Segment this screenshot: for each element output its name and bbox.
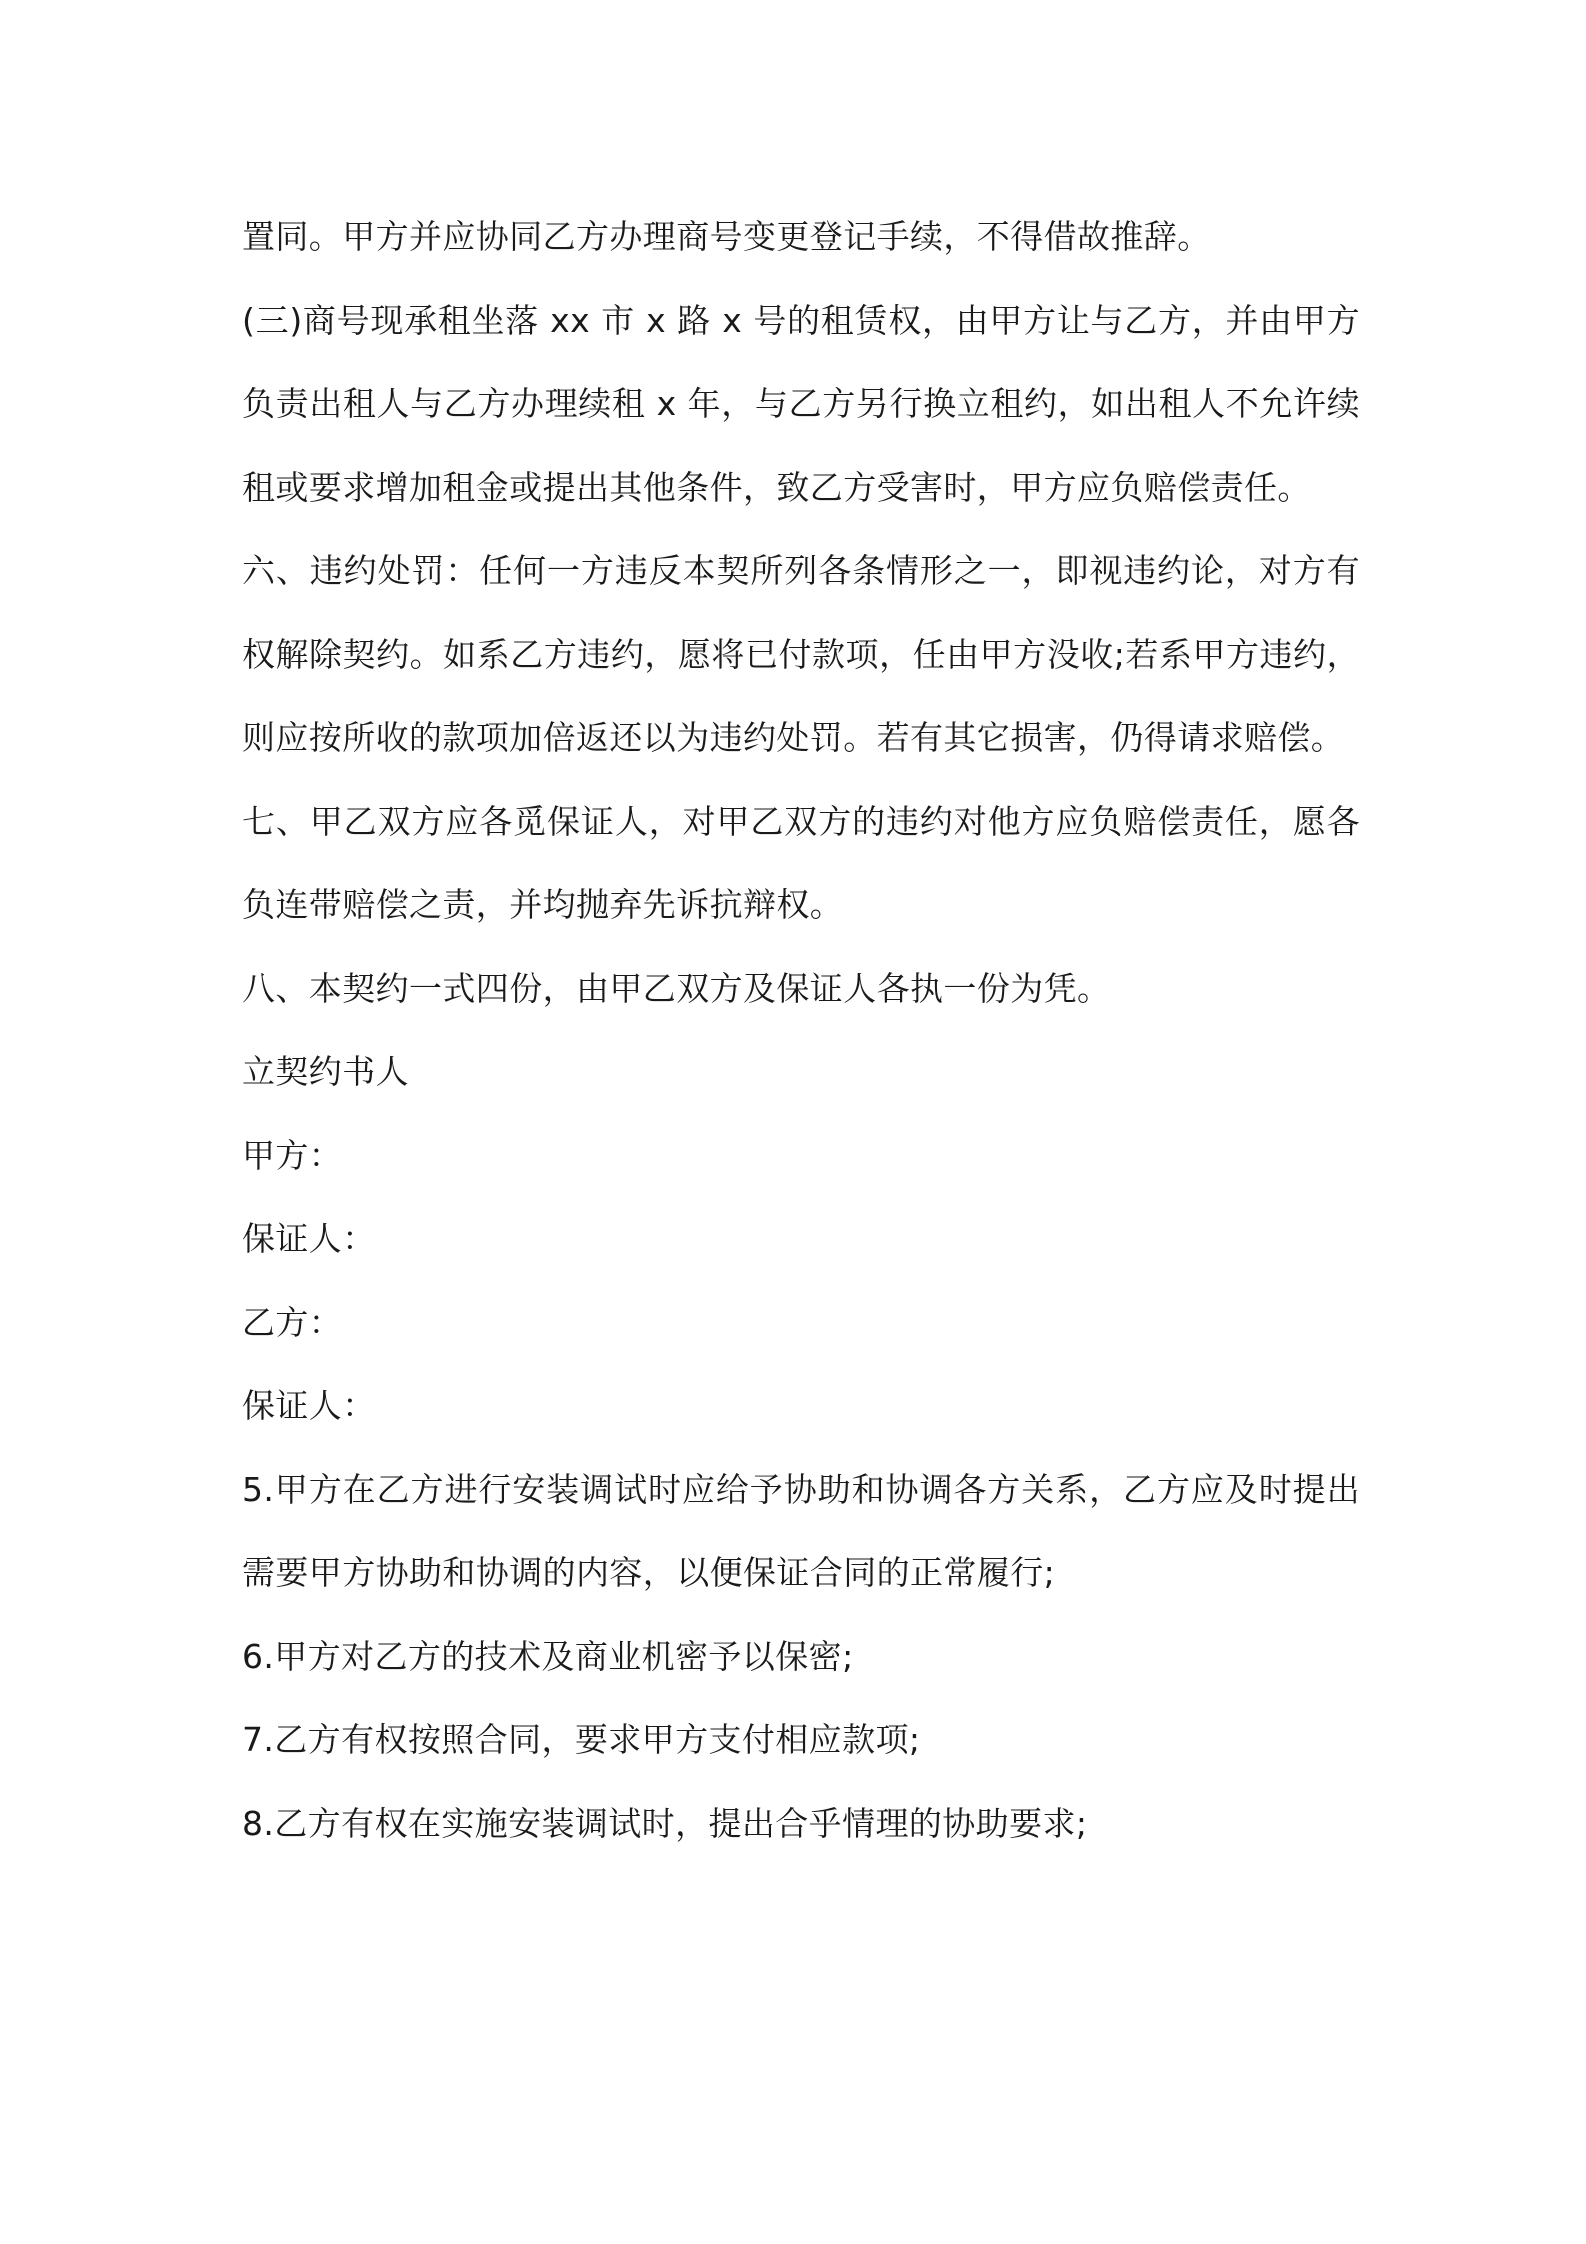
paragraph-trade-name-registration: 置同。甲方并应协同乙方办理商号变更登记手续，不得借故推辞。 — [242, 217, 1211, 256]
clause-6: 6.甲方对乙方的技术及商业机密予以保密; — [242, 1636, 854, 1676]
paragraph-guarantors: 七、甲乙双方应各觅保证人，对甲乙双方的违约对他方应负赔偿责任，愿各负连带赔偿之责，并均抛弃先诉抗辩权。 — [242, 801, 1360, 924]
clause-7: 7.乙方有权按照合同，要求甲方支付相应款项; — [242, 1720, 921, 1759]
signature-guarantor-b: 保证人： — [242, 1386, 376, 1425]
clause-8: 8.乙方有权在实施安装调试时，提出合乎情理的协助要求; — [242, 1803, 1088, 1843]
signatories-heading: 立契约书人 — [242, 1052, 409, 1091]
signature-party-b: 乙方： — [242, 1302, 343, 1342]
signature-party-a: 甲方： — [242, 1135, 343, 1175]
paragraph-lease-transfer: (三)商号现承租坐落 xx 市 x 路 x 号的租赁权，由甲方让与乙方，并由甲方负责出租人与乙方办理续租 x 年，与乙方另行换立租约，如出租人不允许续租或要求增加租金或提出其他条件，致乙方受害时，甲方应负赔偿责任。 — [242, 300, 1360, 507]
clause-5: 5.甲方在乙方进行安装调试时应给予协助和协调各方关系，乙方应及时提出需要甲方协助和协调的内容，以便保证合同的正常履行; — [242, 1469, 1360, 1592]
document-body — [242, 195, 1360, 1865]
paragraph-breach-penalty: 六、违约处罚：任何一方违反本契所列各条情形之一，即视违约论，对方有权解除契约。如系乙方违约，愿将已付款项，任由甲方没收;若系甲方违约，则应按所收的款项加倍返还以为违约处罚。若有其它损害，仍得请求赔偿。 — [242, 551, 1360, 757]
signature-guarantor-a: 保证人： — [242, 1219, 376, 1258]
paragraph-copies: 八、本契约一式四份，由甲乙双方及保证人各执一份为凭。 — [242, 968, 1111, 1008]
